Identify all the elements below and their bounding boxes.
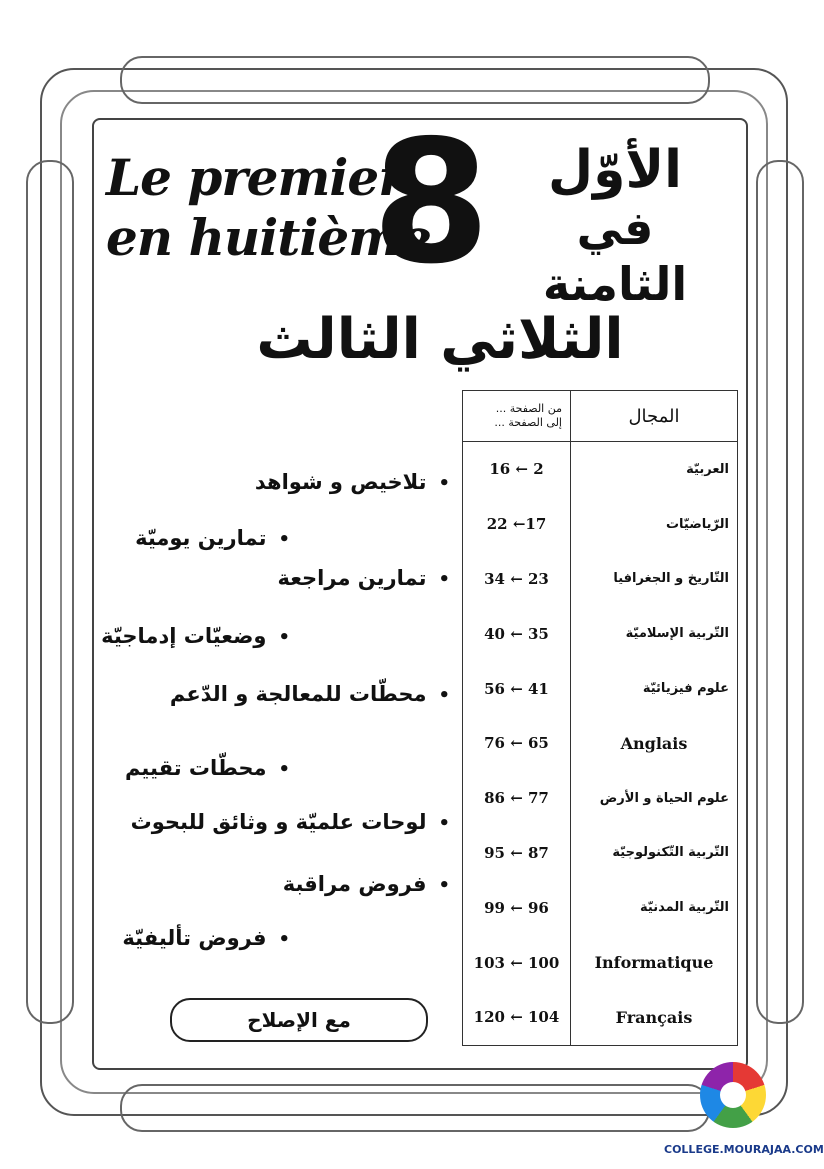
table-row xyxy=(463,552,738,607)
list-item: •تمارين يوميّة xyxy=(135,526,290,550)
arabic-title xyxy=(500,140,730,312)
bullet-icon: • xyxy=(278,627,290,648)
subject-cell: Anglais xyxy=(571,716,738,771)
frame-ring-bottom xyxy=(120,1084,710,1132)
list-item: •تلاخيص و شواهد xyxy=(254,470,450,494)
range-cell: 22 ←17 xyxy=(463,497,571,552)
subject-cell: التّاريخ و الجغرافيا xyxy=(571,552,738,607)
subject-cell: التّربية التّكنولوجيّة xyxy=(571,826,738,881)
bullet-icon: • xyxy=(438,685,450,706)
table-row xyxy=(463,880,738,935)
arabic-title-line1: الأوّل xyxy=(548,140,682,200)
table-row xyxy=(463,771,738,826)
subject-cell: علوم فيزيائيّة xyxy=(571,661,738,716)
subject-cell: التّربية الإسلاميّة xyxy=(571,606,738,661)
table-row xyxy=(463,442,738,497)
table-row xyxy=(463,497,738,552)
bullet-icon: • xyxy=(438,875,450,896)
arabic-title-line2: في الثامنة xyxy=(542,201,688,311)
bullet-icon: • xyxy=(278,529,290,550)
range-cell: 103 ← 100 xyxy=(463,935,571,990)
bullet-icon: • xyxy=(438,473,450,494)
subject-cell: علوم الحياة و الأرض xyxy=(571,771,738,826)
table-row xyxy=(463,606,738,661)
header-field: المجال xyxy=(571,391,738,442)
mourajaa-logo-icon xyxy=(700,1062,766,1128)
contents-table xyxy=(462,390,738,1046)
range-cell: 120 ← 104 xyxy=(463,990,571,1045)
range-cell: 76 ← 65 xyxy=(463,716,571,771)
range-cell: 34 ← 23 xyxy=(463,552,571,607)
subject-cell: الرّياضيّات xyxy=(571,497,738,552)
header-pages: من الصفحة ... إلى الصفحة ... xyxy=(463,391,571,442)
list-item: •لوحات علميّة و وثائق للبحوث xyxy=(130,810,450,834)
table-row xyxy=(463,716,738,771)
frame-ring-right xyxy=(756,160,804,1024)
bullet-icon: • xyxy=(438,569,450,590)
french-title-line2: en huitième xyxy=(106,208,431,267)
table-row xyxy=(463,826,738,881)
range-cell: 95 ← 87 xyxy=(463,826,571,881)
subject-cell: العربيّة xyxy=(571,442,738,497)
range-cell: 16 ← 2 xyxy=(463,442,571,497)
list-item: •وضعيّات إدماجيّة xyxy=(101,624,290,648)
bullet-icon: • xyxy=(278,759,290,780)
french-title-line1: Le premier xyxy=(106,148,404,207)
table-row xyxy=(463,990,738,1045)
list-item: •محطّات للمعالجة و الدّعم xyxy=(169,682,450,706)
range-cell: 56 ← 41 xyxy=(463,661,571,716)
correction-badge: مع الإصلاح xyxy=(170,998,428,1042)
list-item: •محطّات تقييم xyxy=(124,756,290,780)
table-row xyxy=(463,935,738,990)
range-cell: 40 ← 35 xyxy=(463,606,571,661)
list-item: •تمارين مراجعة xyxy=(277,566,450,590)
table-header xyxy=(463,391,738,442)
subject-cell: Français xyxy=(571,990,738,1045)
range-cell: 86 ← 77 xyxy=(463,771,571,826)
range-cell: 99 ← 96 xyxy=(463,880,571,935)
frame-ring-left xyxy=(26,160,74,1024)
list-item: •فروض تأليفيّة xyxy=(122,926,290,950)
subject-cell: التّربية المدنيّة xyxy=(571,880,738,935)
list-item: •فروض مراقبة xyxy=(282,872,450,896)
table-row xyxy=(463,661,738,716)
bullet-icon: • xyxy=(278,929,290,950)
grade-number: 8 xyxy=(371,104,491,302)
frame-ring-top xyxy=(120,56,710,104)
subject-cell: Informatique xyxy=(571,935,738,990)
watermark-site: COLLEGE.MOURAJAA.COM xyxy=(664,1143,824,1156)
trimester-title: الثلاثي الثالث xyxy=(256,307,624,372)
bullet-icon: • xyxy=(438,813,450,834)
